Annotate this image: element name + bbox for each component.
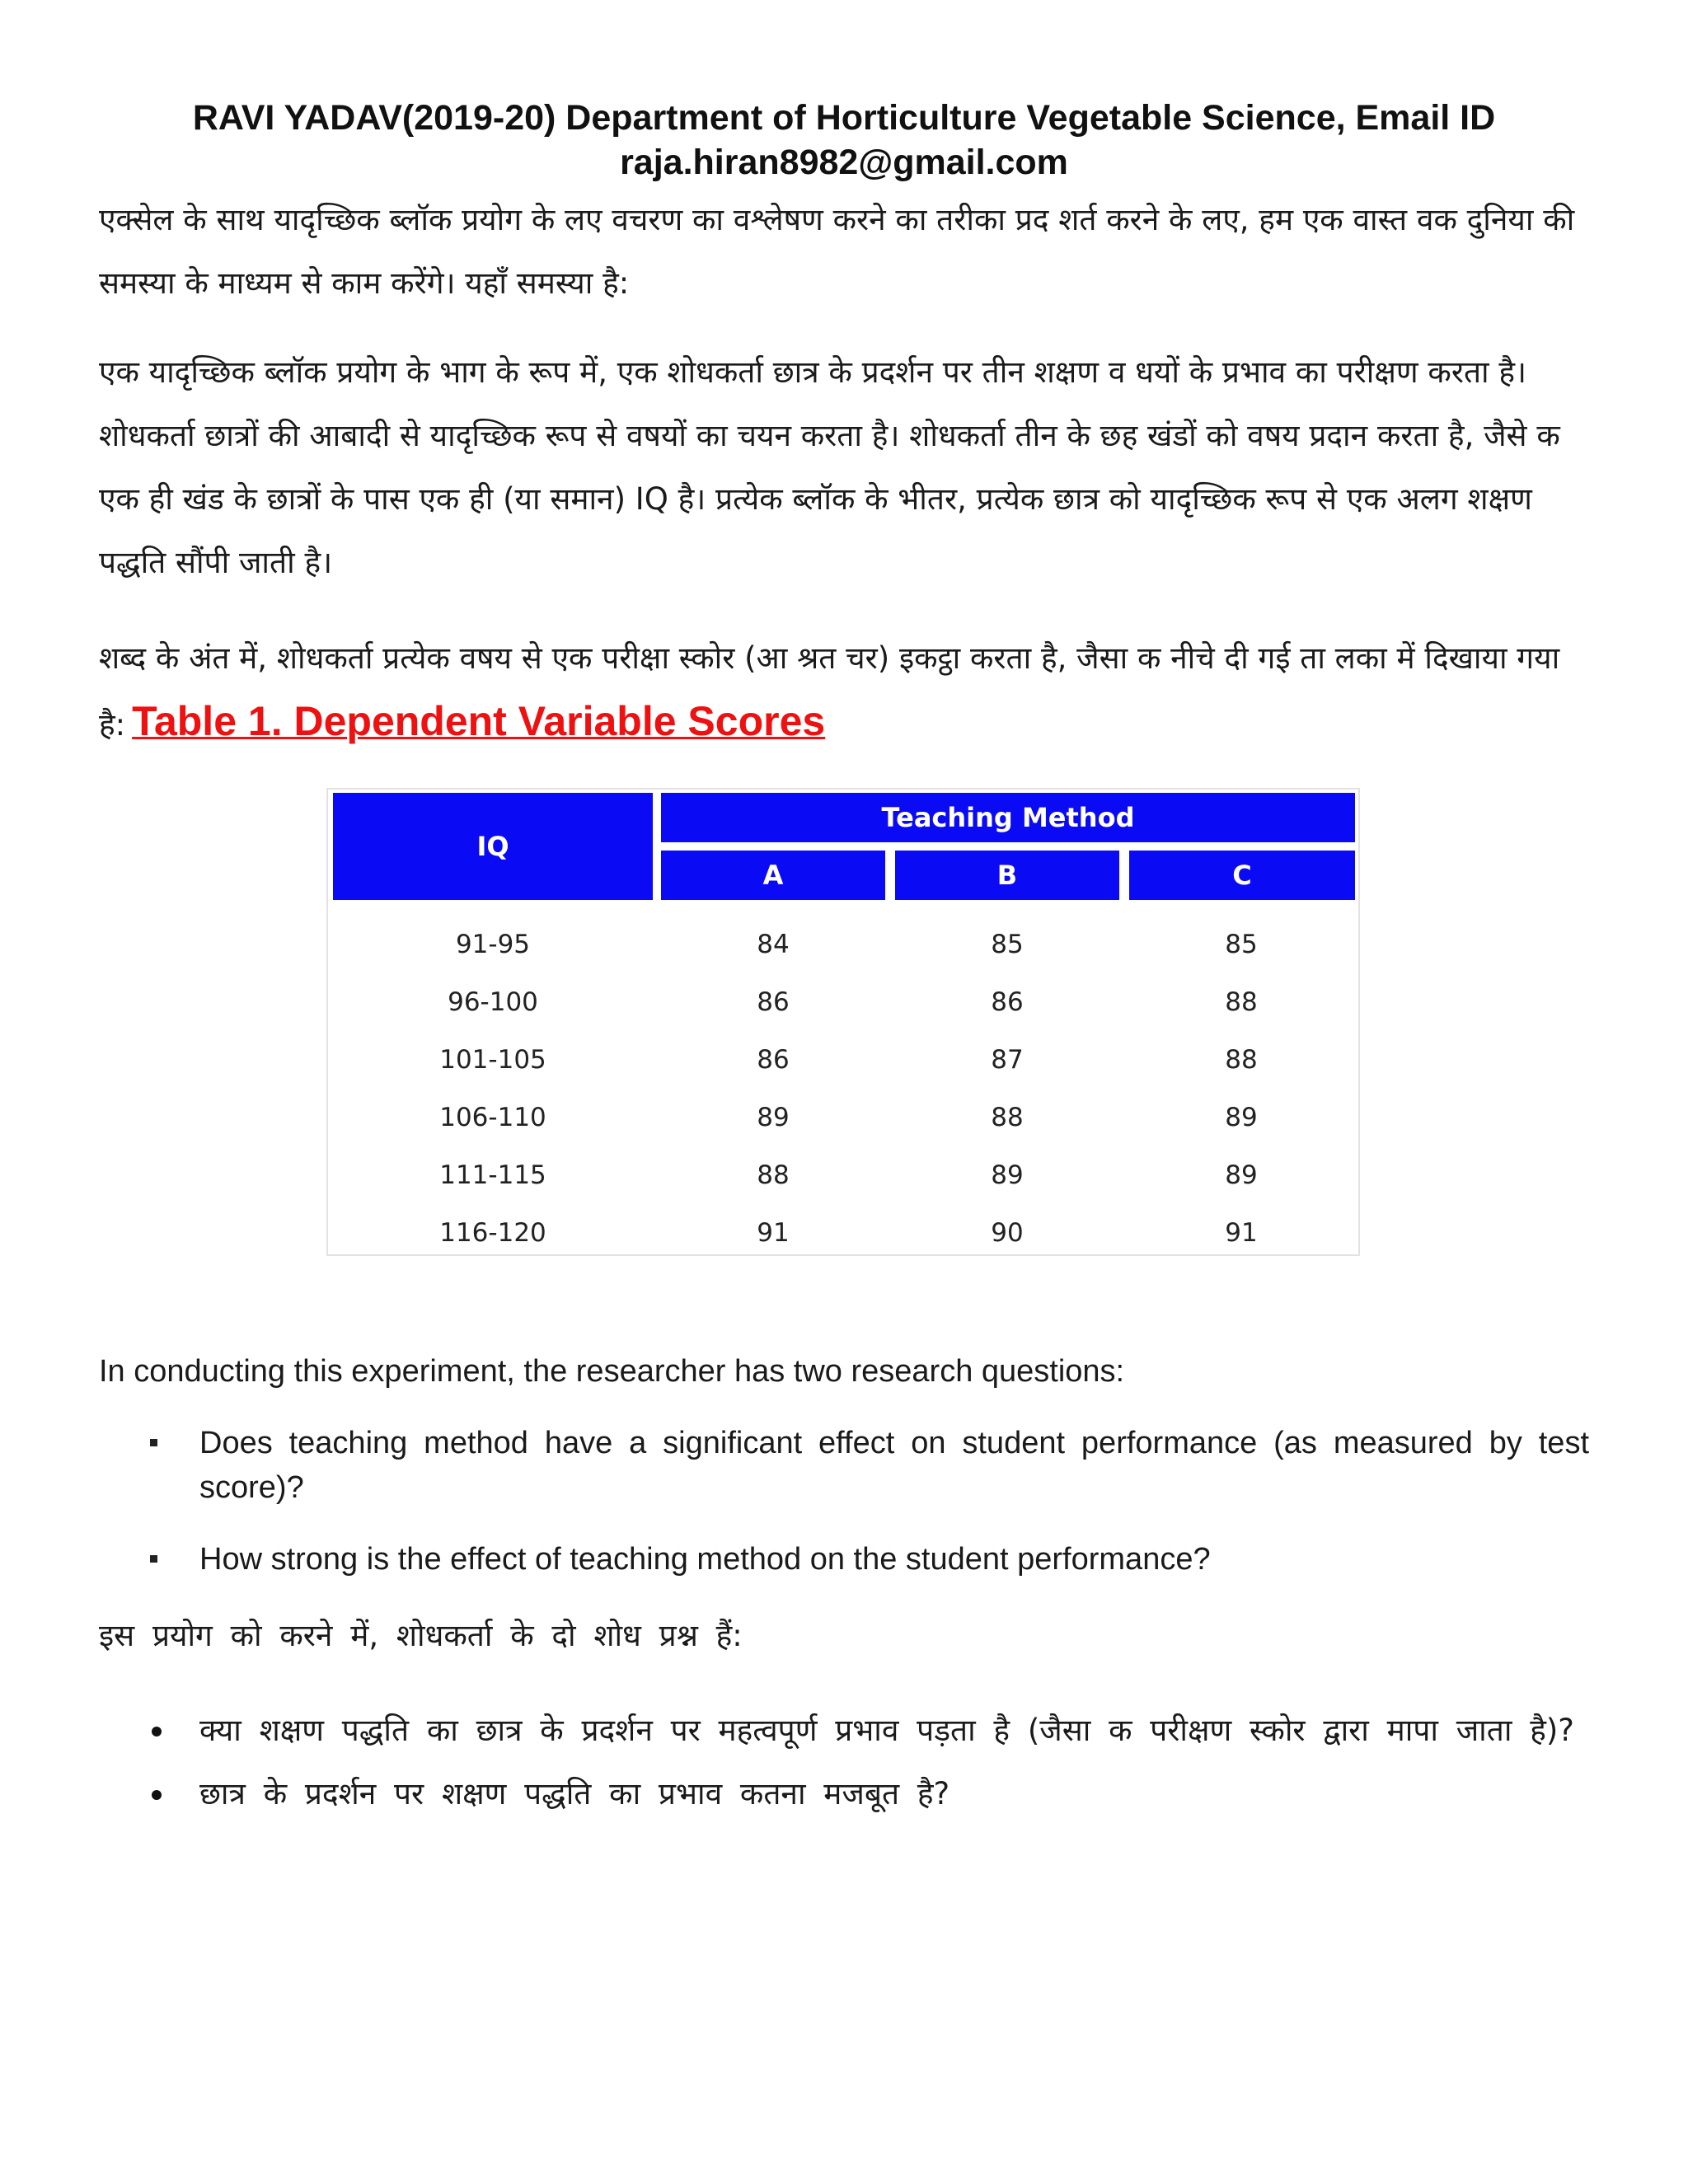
header-email: raja.hiran8982@gmail.com [620, 143, 1068, 182]
scores-table [326, 788, 1360, 1256]
header-title-line: RAVI YADAV(2019-20) Department of Horticulture Vegetable Science, Email ID [192, 98, 1496, 138]
hindi-questions-list [99, 1699, 1589, 1825]
table-header-method-b: B [895, 851, 1119, 900]
table-cell-a: 89 [757, 1103, 790, 1132]
table-cell-c: 88 [1225, 1045, 1258, 1075]
table-cell-b: 85 [991, 930, 1024, 959]
research-questions-list [99, 1421, 1589, 1582]
hindi-question-text: छात्र के प्रदर्शन पर शक्षण पद्धति का प्रभाव कतना मजबूत है? [199, 1776, 950, 1811]
table-header-method-c: C [1129, 851, 1355, 900]
table-cell-a: 88 [757, 1160, 790, 1190]
table-cell-b: 90 [991, 1218, 1024, 1248]
table-cell-b: 87 [991, 1045, 1024, 1075]
table-cell-c: 85 [1225, 930, 1258, 959]
list-item [99, 1537, 1589, 1582]
square-bullet-icon [150, 1555, 157, 1563]
table-header-iq: IQ [333, 793, 653, 900]
round-bullet-icon [152, 1727, 162, 1736]
list-item [99, 1699, 1589, 1762]
hindi-questions-intro: इस प्रयोग को करने में, शोधकर्ता के दो शोध प्रश्न हैं: [99, 1618, 743, 1653]
document-header [99, 96, 1589, 185]
table-cell-a: 86 [757, 1045, 790, 1075]
table-cell-c: 91 [1225, 1218, 1258, 1248]
intro-paragraph-hindi: एक्सेल के साथ यादृच्छिक ब्लॉक प्रयोग के लए वचरण का वश्लेषण करने का तरीका प्रद शर्त करने के लए, हम एक वास्त वक दुनिया की समस्या के माध्यम से काम करेंगे। यहाँ समस्या है: [99, 202, 1575, 301]
list-item [99, 1762, 1589, 1825]
list-item [99, 1421, 1589, 1510]
table-cell-iq: 101-105 [439, 1045, 546, 1075]
table-cell-a: 91 [757, 1218, 790, 1248]
table-cell-b: 88 [991, 1103, 1024, 1132]
table-title: Table 1. Dependent Variable Scores [132, 698, 826, 744]
table-cell-a: 86 [757, 987, 790, 1017]
table-cell-c: 88 [1225, 987, 1258, 1017]
table-cell-a: 84 [757, 930, 790, 959]
table-header-method-a: A [661, 851, 885, 900]
table-cell-b: 86 [991, 987, 1024, 1017]
table-cell-c: 89 [1225, 1160, 1258, 1190]
square-bullet-icon [150, 1439, 157, 1446]
round-bullet-icon [152, 1790, 162, 1800]
table-cell-c: 89 [1225, 1103, 1258, 1132]
table-intro-paragraph-hindi [99, 626, 1589, 757]
research-questions-intro: In conducting this experiment, the researcher has two research questions: [99, 1354, 1125, 1389]
table-header-teaching-method: Teaching Method [661, 793, 1355, 842]
description-paragraph-hindi: एक यादृच्छिक ब्लॉक प्रयोग के भाग के रूप में, एक शोधकर्ता छात्र के प्रदर्शन पर तीन शक्षण व धयों के प्रभाव का परीक्षण करता है। शोधकर्ता छात्रों की आबादी से यादृच्छिक रूप से वषयों का चयन करता है। शोधकर्ता तीन के छह खंडों को वषय प्रदान करता है, जैसे क एक ही खंड के छात्रों के पास एक ही (या समान) IQ है। प्रत्येक ब्लॉक के भीतर, प्रत्येक छात्र को यादृच्छिक रूप से एक अलग शक्षण पद्धति सौंपी जाती है। [99, 354, 1560, 580]
table-cell-iq: 106-110 [439, 1103, 546, 1132]
table-cell-iq: 116-120 [439, 1218, 546, 1248]
hindi-question-text: क्या शक्षण पद्धति का छात्र के प्रदर्शन पर महत्वपूर्ण प्रभाव पड़ता है (जैसा क परीक्षण स्कोर द्वारा मापा जाता है)? [199, 1713, 1574, 1748]
table-cell-iq: 111-115 [439, 1160, 546, 1190]
table-intro-text: शब्द के अंत में, शोधकर्ता प्रत्येक वषय से एक परीक्षा स्कोर (आ श्रत चर) इकट्ठा करता है, जैसा क नीचे दी गई ता लका में दिखाया गया है: [99, 640, 1560, 743]
table-cell-iq: 91-95 [455, 930, 531, 959]
research-question-text: Does teaching method have a significant effect on student performance (as measured by test score)? [199, 1426, 1589, 1505]
research-question-text: How strong is the effect of teaching method on the student performance? [199, 1542, 1211, 1577]
table-cell-b: 89 [991, 1160, 1024, 1190]
table-cell-iq: 96-100 [448, 987, 538, 1017]
